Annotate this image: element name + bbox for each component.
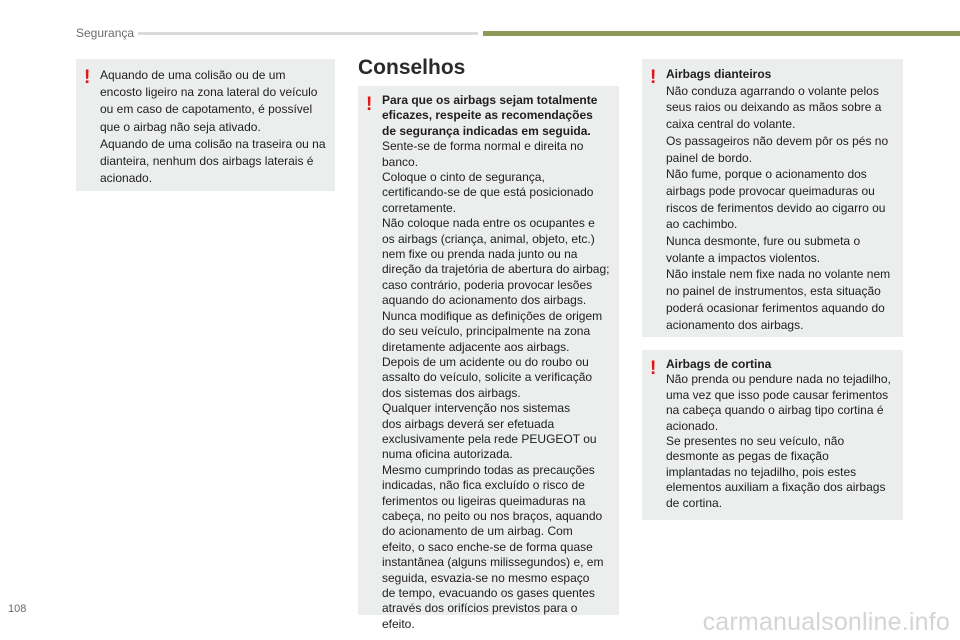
text-line: Depois de um acidente ou do roubo ou	[382, 354, 589, 369]
warning-icon: !	[366, 94, 373, 115]
text-line: instantânea (alguns milissegundos) e, em	[382, 555, 604, 570]
text-line: acionado.	[666, 418, 719, 433]
text-line: do acionamento de um airbag. Com	[382, 524, 573, 539]
text-line: Se presentes no seu veículo, não	[666, 434, 845, 449]
text-line: dianteira, nenhum dos airbags laterais é	[100, 154, 314, 169]
text-line: numa oficina autorizada.	[382, 447, 513, 462]
text-line: Qualquer intervenção nos sistemas	[382, 401, 571, 416]
watermark: carmanualsonline.info	[702, 608, 950, 636]
text-line: cabeça, no peito ou nos braços, aquando	[382, 508, 603, 523]
page-number: 108	[8, 603, 27, 615]
text-line: caso contrário, poderia provocar lesões	[382, 277, 593, 292]
section-heading: Airbags de cortina	[666, 357, 772, 371]
text-line: ao cachimbo.	[666, 217, 738, 232]
text-line: através dos orifícios previstos para o	[382, 601, 578, 616]
text-line: seguida, esvazia-se no mesmo espaço	[382, 570, 590, 585]
airbags-cortina-text	[666, 357, 902, 511]
section-heading: Airbags dianteiros	[666, 67, 772, 81]
text-line: diretamente adjacente aos airbags.	[382, 339, 570, 354]
text-line: Aquando de uma colisão ou de um	[100, 68, 286, 82]
airbags-cortina-box	[642, 350, 903, 520]
text-line: caixa central do volante.	[666, 117, 796, 132]
header-accent-rule	[483, 31, 960, 36]
text-line: aquando do acionamento dos airbags.	[382, 293, 587, 308]
page-title: Conselhos	[358, 56, 466, 79]
text-line: Sente-se de forma normal e direita no	[382, 139, 584, 154]
text-line: dos sistemas dos airbags.	[382, 385, 521, 400]
text-line: Os passageiros não devem pôr os pés no	[666, 133, 889, 148]
text-line: na cabeça quando o airbag tipo cortina é	[666, 403, 884, 418]
conselhos-box	[358, 86, 619, 631]
text-line-bold: de segurança indicadas em seguida.	[382, 123, 591, 138]
text-line: Coloque o cinto de segurança,	[382, 170, 545, 185]
warning-icon: !	[650, 358, 657, 379]
text-line: os airbags (criança, animal, objeto, etc.)	[382, 231, 595, 246]
text-line: ou em caso de capotamento, é possível	[100, 102, 313, 117]
text-line: certificando-se de que está posicionado	[382, 185, 594, 200]
text-line: painel de bordo.	[666, 150, 753, 165]
text-line: dos airbags deverá ser efetuada	[382, 416, 555, 431]
text-line: acionado.	[100, 171, 153, 186]
text-line: Mesmo cumprindo todas as precauções	[382, 462, 595, 477]
warning-icon: !	[650, 67, 657, 88]
text-line: nem fixe ou prenda nada junto ou na	[382, 247, 578, 262]
text-line: do seu veículo, principalmente na zona	[382, 324, 591, 339]
text-line: elementos auxiliam a fixação dos airbags	[666, 480, 886, 495]
text-line: airbags pode provocar queimaduras ou	[666, 183, 875, 198]
warning-icon: !	[84, 67, 91, 88]
text-line: ferimentos ou ligeiras queimaduras na	[382, 493, 586, 508]
text-line: assalto do veículo, solicite a verificação	[382, 370, 593, 385]
text-line: riscos de ferimentos devido ao cigarro ou	[666, 200, 886, 215]
text-line-bold: eficazes, respeite as recomendações	[382, 108, 593, 123]
text-line: poderá ocasionar ferimentos aquando do	[666, 300, 885, 315]
text-line: acionamento dos airbags.	[666, 317, 804, 332]
text-line: direção da trajetória de abertura do airbag;	[382, 262, 610, 277]
text-line: Não instale nem fixe nada no volante nem	[666, 267, 891, 282]
text-line: que o airbag não seja ativado.	[100, 119, 261, 134]
text-line: banco.	[382, 154, 419, 169]
conselhos-text	[382, 93, 618, 632]
header-rule	[138, 32, 478, 35]
text-line: no painel de instrumentos, esta situação	[666, 284, 881, 299]
text-line: de cortina.	[666, 495, 723, 510]
text-line: Não coloque nada entre os ocupantes e	[382, 216, 595, 231]
text-line: Aquando de uma colisão na traseira ou na	[100, 136, 326, 151]
text-line: volante a impactos violentos.	[666, 250, 821, 265]
text-line: corretamente.	[382, 200, 457, 215]
text-line-bold: Para que os airbags sejam totalmente	[382, 93, 598, 107]
text-line: Não conduza agarrando o volante pelos	[666, 83, 879, 98]
text-line: de tempo, evacuando os gases quentes	[382, 586, 595, 600]
section-label: Segurança	[76, 26, 135, 40]
text-line: efeito, o saco enche-se de forma quase	[382, 539, 593, 554]
text-line: efeito.	[382, 616, 415, 631]
note-left-text	[100, 67, 326, 187]
text-line: exclusivamente pela rede PEUGEOT ou	[382, 431, 597, 446]
text-line: implantadas no tejadilho, pois estes	[666, 464, 857, 479]
text-line: Não prenda ou pendure nada no tejadilho,	[666, 372, 891, 387]
text-line: Nunca modifique as definições de origem	[382, 308, 603, 323]
text-line: seus raios ou deixando as mãos sobre a	[666, 100, 882, 115]
text-line: Não fume, porque o acionamento dos	[666, 167, 867, 182]
text-line: desmonte as pegas de fixação	[666, 449, 829, 464]
text-line: indicadas, não fica excluído o risco de	[382, 478, 585, 493]
airbags-dianteiros-box	[642, 59, 903, 337]
text-line: Nunca desmonte, fure ou submeta o	[666, 234, 861, 249]
text-line: encosto ligeiro na zona lateral do veículo	[100, 85, 318, 100]
airbags-dianteiros-text	[666, 66, 902, 333]
note-box-left	[76, 59, 335, 191]
text-line: uma vez que isso pode causar ferimentos	[666, 387, 889, 402]
